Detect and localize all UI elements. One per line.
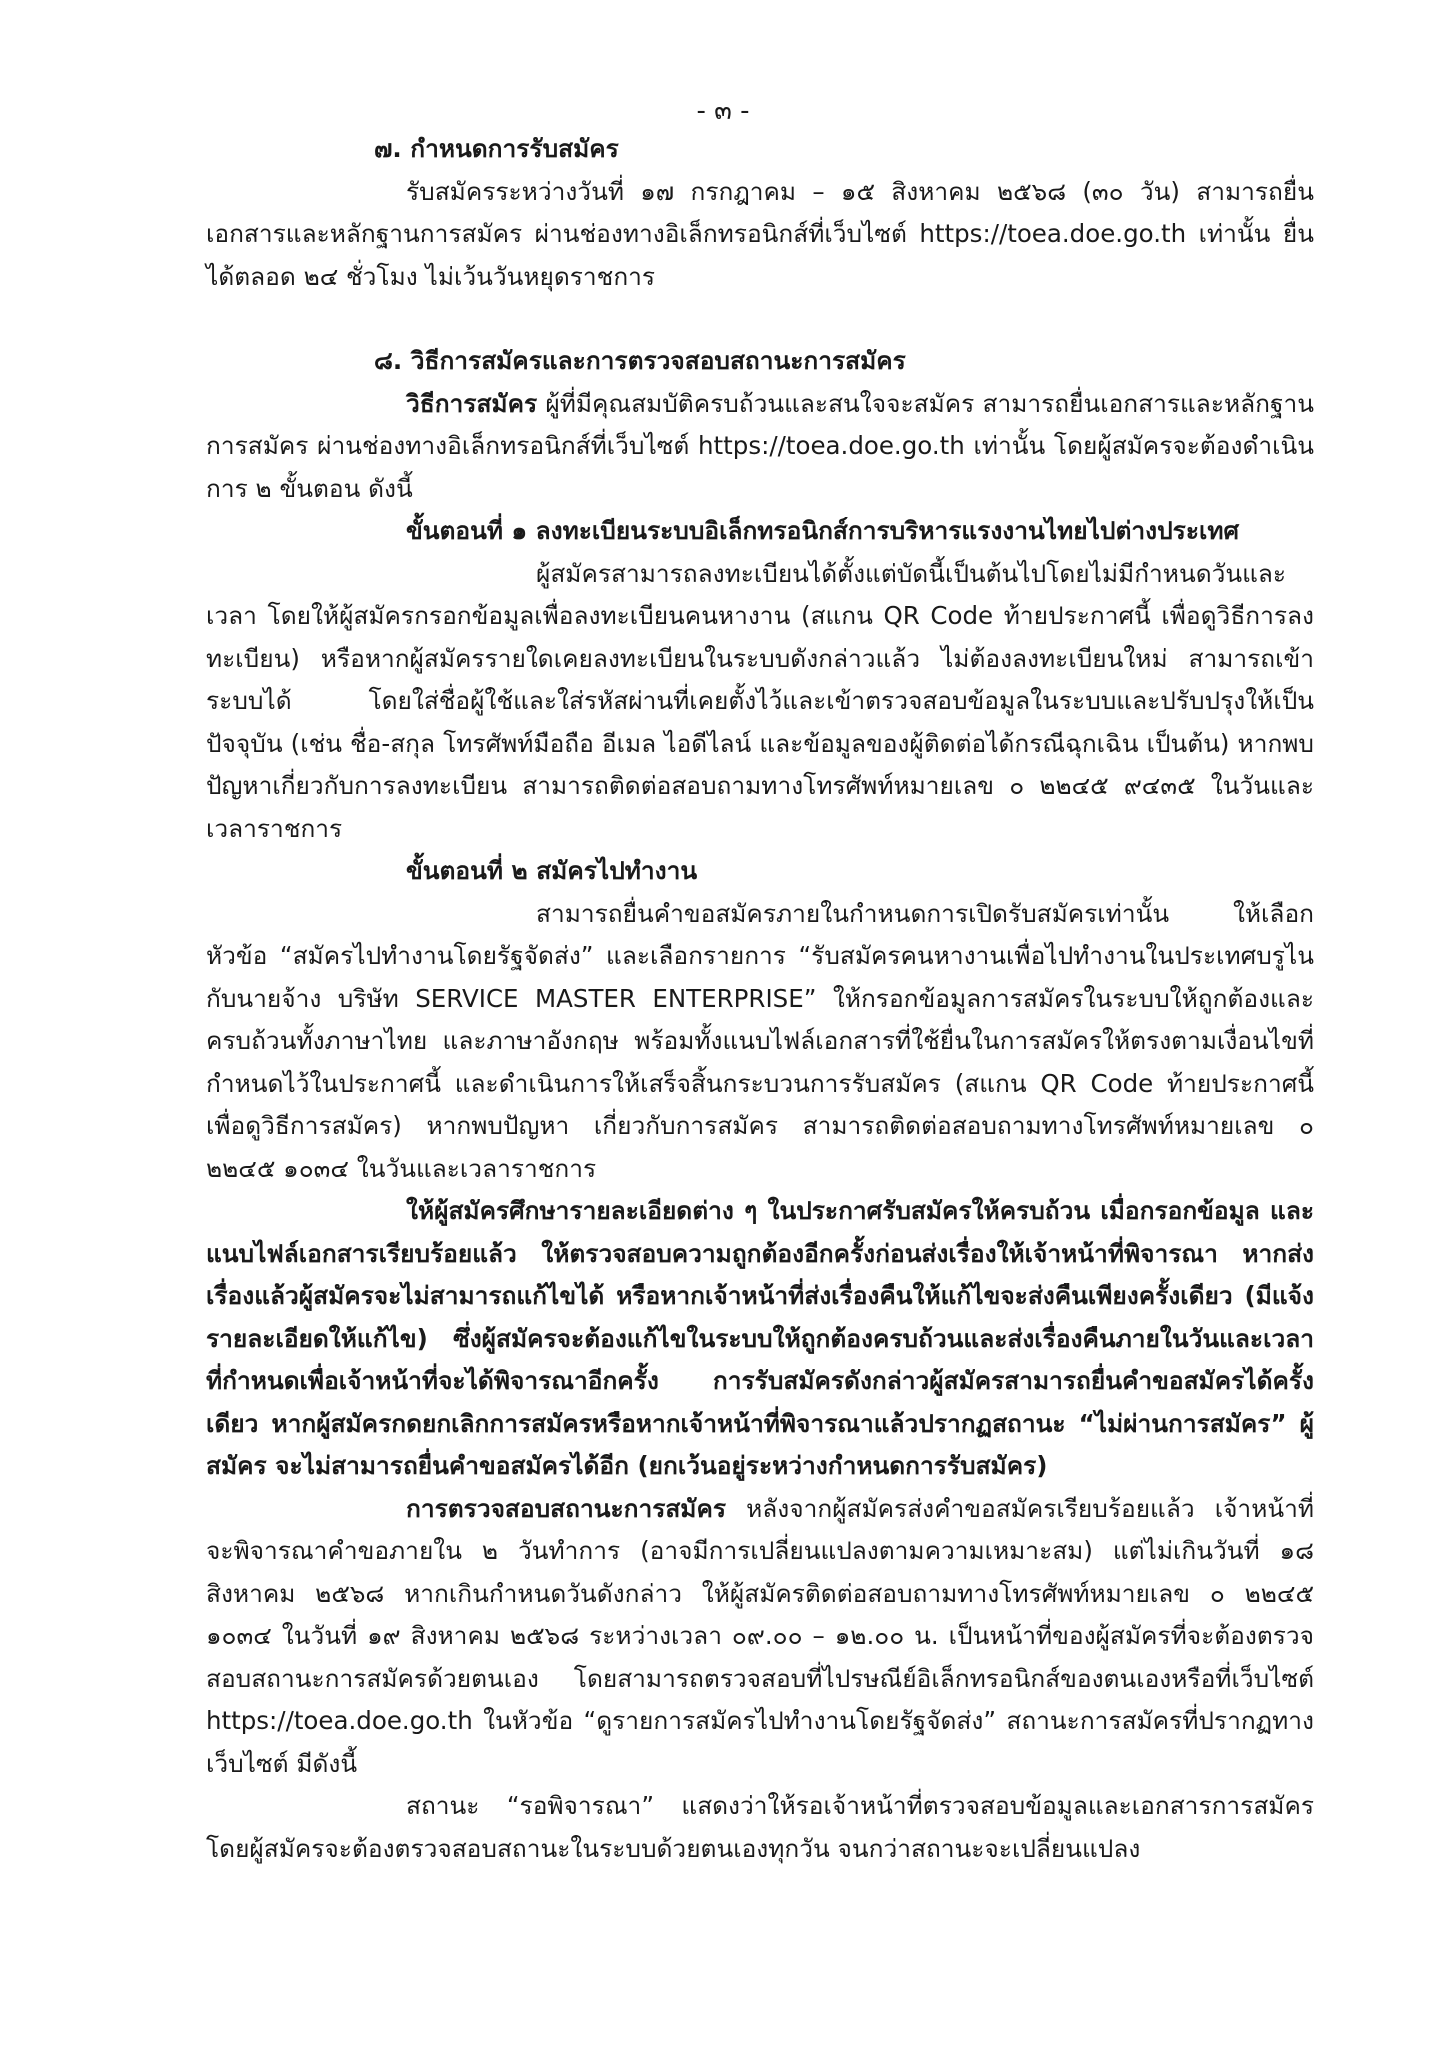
status-check-label: การตรวจสอบสถานะการสมัคร	[406, 1493, 727, 1523]
section-spacer	[206, 298, 1314, 340]
document-body	[206, 128, 1314, 1870]
step-2-heading: ขั้นตอนที่ ๒ สมัครไปทำงาน	[406, 856, 698, 885]
section-7-heading: ๗. กำหนดการรับสมัคร	[374, 134, 619, 163]
application-method-paragraph	[206, 383, 1314, 511]
section-8-heading: ๘. วิธีการสมัครและการตรวจสอบสถานะการสมัคร	[374, 346, 906, 375]
page-number: - ๓ -	[696, 96, 750, 126]
step-2-body: สามารถยื่นคำขอสมัครภายในกำหนดการเปิดรับสมัครเท่านั้น ให้เลือกหัวข้อ “สมัครไปทำงานโดยรัฐจัดส่ง” และเลือกรายการ “รับสมัครคนหางานเพื่อไปทำงานในประเทศบรูไนกับนายจ้าง บริษัท SERVICE MASTER ENTERPRISE” ให้กรอกข้อมูลการสมัครในระบบให้ถูกต้องและครบถ้วนทั้งภาษาไทย และภาษาอังกฤษ พร้อมทั้งแนบไฟล์เอกสารที่ใช้ยื่นในการสมัครให้ตรงตามเงื่อนไขที่กำหนดไว้ในประกาศนี้ และดำเนินการให้เสร็จสิ้นกระบวนการรับสมัคร (สแกน QR Code ท้ายประกาศนี้ เพื่อดูวิธีการสมัคร) หากพบปัญหา เกี่ยวกับการสมัคร สามารถติดต่อสอบถามทางโทรศัพท์หมายเลข ๐ ๒๒๔๕ ๑๐๓๔ ในวันและเวลาราชการ	[206, 898, 1314, 1183]
application-method-text: ผู้ที่มีคุณสมบัติครบถ้วนและสนใจจะสมัคร สามารถยื่นเอกสารและหลักฐานการสมัคร ผ่านช่องทางอิเล็กทรอนิกส์ที่เว็บไซต์ https://toea.doe.go.th เท่านั้น โดยผู้สมัครจะต้องดำเนินการ ๒ ขั้นตอน ดังนี้	[206, 388, 1314, 503]
status-pending-paragraph: สถานะ “รอพิจารณา” แสดงว่าให้รอเจ้าหน้าที่ตรวจสอบข้อมูลและเอกสารการสมัคร โดยผู้สมัครจะต้องตรวจสอบสถานะในระบบด้วยตนเองทุกวัน จนกว่าสถานะจะเปลี่ยนแปลง	[206, 1791, 1314, 1863]
status-check-paragraph	[206, 1488, 1314, 1786]
application-method-label: วิธีการสมัคร	[406, 388, 538, 418]
step-1-body: ผู้สมัครสามารถลงทะเบียนได้ตั้งแต่บัดนี้เป็นต้นไปโดยไม่มีกำหนดวันและเวลา โดยให้ผู้สมัครกรอกข้อมูลเพื่อลงทะเบียนคนหางาน (สแกน QR Code ท้ายประกาศนี้ เพื่อดูวิธีการลงทะเบียน) หรือหากผู้สมัครรายใดเคยลงทะเบียนในระบบดังกล่าวแล้ว ไม่ต้องลงทะเบียนใหม่ สามารถเข้าระบบได้ โดยใส่ชื่อผู้ใช้และใส่รหัสผ่านที่เคยตั้งไว้และเข้าตรวจสอบข้อมูลในระบบและปรับปรุงให้เป็นปัจจุบัน (เช่น ชื่อ-สกุล โทรศัพท์มือถือ อีเมล ไอดีไลน์ และข้อมูลของผู้ติดต่อได้กรณีฉุกเฉิน เป็นต้น) หากพบปัญหาเกี่ยวกับการลงทะเบียน สามารถติดต่อสอบถามทางโทรศัพท์หมายเลข ๐ ๒๒๔๕ ๙๔๓๕ ในวันและเวลาราชการ	[206, 558, 1314, 843]
status-check-text: หลังจากผู้สมัครส่งคำขอสมัครเรียบร้อยแล้ว เจ้าหน้าที่ จะพิจารณาคำขอภายใน ๒ วันทำการ (อาจมีการเปลี่ยนแปลงตามความเหมาะสม) แต่ไม่เกินวันที่ ๑๘ สิงหาคม ๒๕๖๘ หากเกินกำหนดวันดังกล่าว ให้ผู้สมัครติดต่อสอบถามทางโทรศัพท์หมายเลข ๐ ๒๒๔๕ ๑๐๓๔ ในวันที่ ๑๙ สิงหาคม ๒๕๖๘ ระหว่างเวลา ๐๙.๐๐ – ๑๒.๐๐ น. เป็นหน้าที่ของผู้สมัครที่จะต้องตรวจสอบสถานะการสมัครด้วยตนเอง โดยสามารถตรวจสอบที่ไปรษณีย์อิเล็กทรอนิกส์ของตนเองหรือที่เว็บไซต์ https://toea.doe.go.th ในหัวข้อ “ดูรายการสมัครไปทำงานโดยรัฐจัดส่ง” สถานะการสมัครที่ปรากฏทางเว็บไซต์ มีดังนี้	[206, 1493, 1314, 1778]
step-1-heading: ขั้นตอนที่ ๑ ลงทะเบียนระบบอิเล็กทรอนิกส์การบริหารแรงงานไทยไปต่างประเทศ	[406, 516, 1240, 545]
section-7-body: รับสมัครระหว่างวันที่ ๑๗ กรกฎาคม – ๑๕ สิงหาคม ๒๕๖๘ (๓๐ วัน) สามารถยื่นเอกสารและหลักฐานการสมัคร ผ่านช่องทางอิเล็กทรอนิกส์ที่เว็บไซต์ https://toea.doe.go.th เท่านั้น ยื่นได้ตลอด ๒๔ ชั่วโมง ไม่เว้นวันหยุดราชการ	[206, 176, 1314, 291]
warning-paragraph: ให้ผู้สมัครศึกษารายละเอียดต่าง ๆ ในประกาศรับสมัครให้ครบถ้วน เมื่อกรอกข้อมูล และแนบไฟล์เอกสารเรียบร้อยแล้ว ให้ตรวจสอบความถูกต้องอีกครั้งก่อนส่งเรื่องให้เจ้าหน้าที่พิจารณา หากส่งเรื่องแล้วผู้สมัครจะไม่สามารถแก้ไขได้ หรือหากเจ้าหน้าที่ส่งเรื่องคืนให้แก้ไขจะส่งคืนเพียงครั้งเดียว (มีแจ้งรายละเอียดให้แก้ไข) ซึ่งผู้สมัครจะต้องแก้ไขในระบบให้ถูกต้องครบถ้วนและส่งเรื่องคืนภายในวันและเวลา ที่กำหนดเพื่อเจ้าหน้าที่จะได้พิจารณาอีกครั้ง การรับสมัครดังกล่าวผู้สมัครสามารถยื่นคำขอสมัครได้ครั้งเดียว หากผู้สมัครกดยกเลิกการสมัครหรือหากเจ้าหน้าที่พิจารณาแล้วปรากฏสถานะ “ไม่ผ่านการสมัคร” ผู้สมัคร จะไม่สามารถยื่นคำขอสมัครได้อีก (ยกเว้นอยู่ระหว่างกำหนดการรับสมัคร)	[206, 1196, 1314, 1480]
